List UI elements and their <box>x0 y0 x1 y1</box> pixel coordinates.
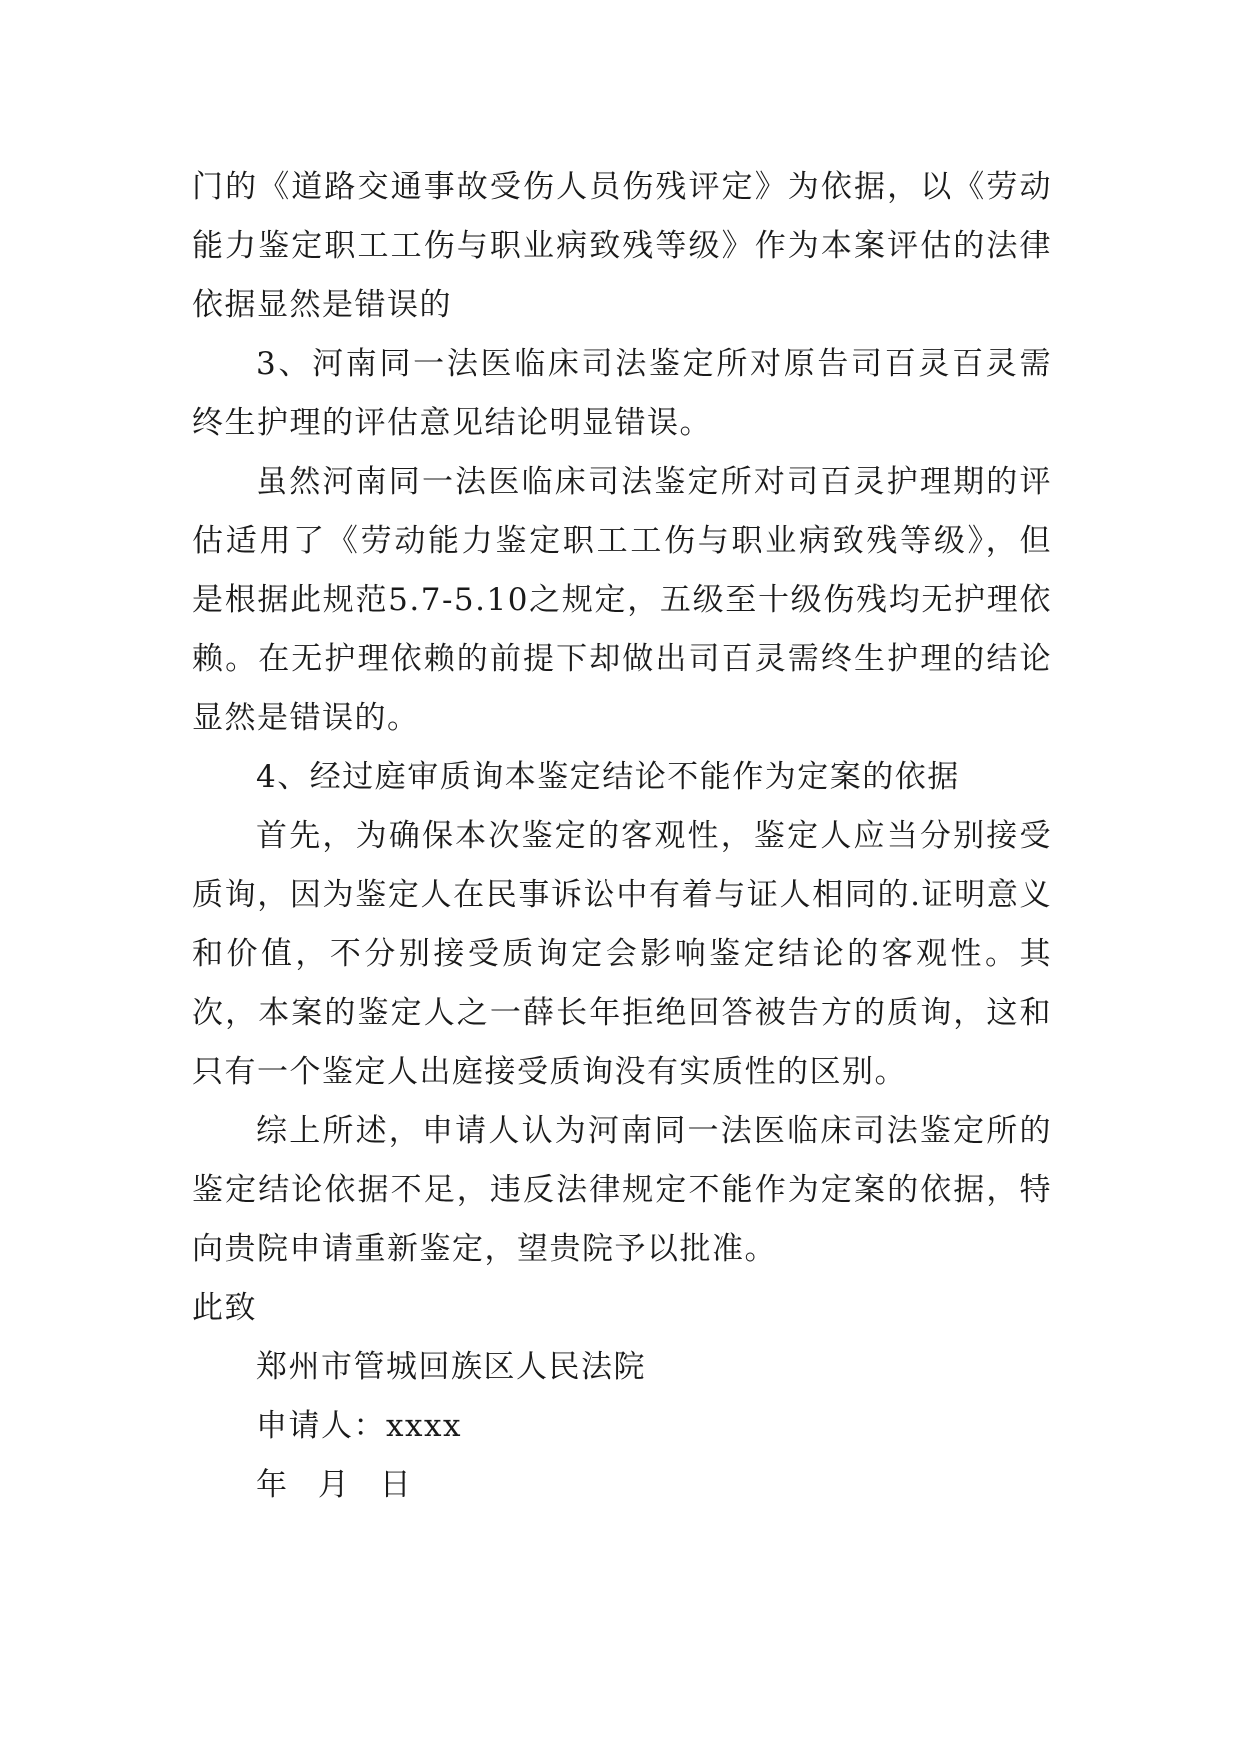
applicant-signature: 申请人：xxxx <box>256 1408 462 1444</box>
paragraph-4: 4、经过庭审质询本鉴定结论不能作为定案的依据 <box>256 759 960 795</box>
paragraph-3: 虽然河南同一法医临床司法鉴定所对司百灵护理期的评估适用了《劳动能力鉴定职工工伤与职业病致残等级》，但是根据此规范5.7-5.10之规定，五级至十级伤残均无护理依赖。在无护理依赖的前提下却做出司百灵需终生护理的结论显然是错误的。 <box>192 464 1052 736</box>
document-body <box>192 158 1052 1515</box>
signature-date: 年 月 日 <box>256 1467 413 1503</box>
paragraph-2: 3、河南同一法医临床司法鉴定所对原告司百灵百灵需终生护理的评估意见结论明显错误。 <box>192 346 1052 441</box>
paragraph-5: 首先，为确保本次鉴定的客观性，鉴定人应当分别接受质询，因为鉴定人在民事诉讼中有着与证人相同的.证明意义和价值，不分别接受质询定会影响鉴定结论的客观性。其次，本案的鉴定人之一薛长年拒绝回答被告方的质询，这和只有一个鉴定人出庭接受质询没有实质性的区别。 <box>192 818 1052 1090</box>
paragraph-6: 综上所述，申请人认为河南同一法医临床司法鉴定所的鉴定结论依据不足，违反法律规定不能作为定案的依据，特向贵院申请重新鉴定，望贵院予以批准。 <box>192 1113 1052 1267</box>
closing-salutation: 此致 <box>192 1290 257 1326</box>
paragraph-1: 门的《道路交通事故受伤人员伤残评定》为依据，以《劳动能力鉴定职工工伤与职业病致残等级》作为本案评估的法律依据显然是错误的 <box>192 169 1052 323</box>
recipient-court: 郑州市管城回族区人民法院 <box>256 1349 646 1385</box>
